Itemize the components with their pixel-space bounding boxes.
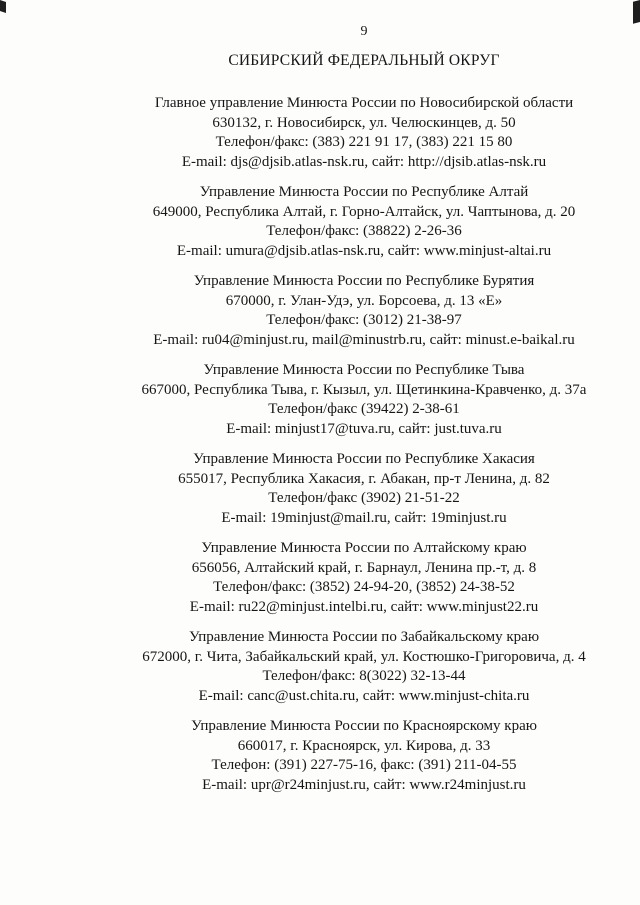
address-line: 672000, г. Чита, Забайкальский край, ул. Костюшко-Григоровича, д. 4	[142, 648, 586, 665]
org-name-line: Главное управление Минюста России по Новосибирской области	[154, 95, 574, 111]
org-name-line: Управление Минюста России по Республике Алтай	[199, 184, 529, 200]
phone-line: Телефон/факс: (38822) 2-26-36	[266, 223, 462, 239]
document-page	[88, 24, 640, 806]
address-line: 660017, г. Красноярск, ул. Кирова, д. 33	[237, 737, 491, 754]
phone-line: Телефон/факс: (383) 221 91 17, (383) 221 15 80	[215, 134, 513, 150]
directory-entry	[88, 361, 640, 439]
email-site-line: E-mail: djs@djsib.atlas-nsk.ru, сайт: http://djsib.atlas-nsk.ru	[181, 153, 547, 170]
directory-entry	[88, 450, 640, 528]
address-line: 649000, Республика Алтай, г. Горно-Алтайск, ул. Чаптынова, д. 20	[152, 203, 576, 220]
address-line: 655017, Республика Хакасия, г. Абакан, пр-т Ленина, д. 82	[178, 470, 550, 487]
org-name-line: Управление Минюста России по Республике Тыва	[203, 362, 525, 378]
email-site-line: E-mail: umura@djsib.atlas-nsk.ru, сайт: www.minjust-altai.ru	[176, 242, 552, 259]
org-name-line: Управление Минюста России по Алтайскому краю	[201, 540, 527, 556]
page-number: 9	[360, 24, 368, 39]
phone-line: Телефон: (391) 227-75-16, факс: (391) 211-04-55	[211, 757, 517, 773]
email-site-line: E-mail: ru22@minjust.intelbi.ru, сайт: www.minjust22.ru	[189, 598, 539, 615]
email-site-line: E-mail: 19minjust@mail.ru, сайт: 19minjust.ru	[221, 509, 507, 526]
phone-line: Телефон/факс: (3852) 24-94-20, (3852) 24-38-52	[213, 579, 515, 595]
org-name-line: Управление Минюста России по Республике Хакасия	[193, 451, 535, 467]
email-site-line: E-mail: minjust17@tuva.ru, сайт: just.tuva.ru	[226, 420, 502, 437]
page-title: СИБИРСКИЙ ФЕДЕРАЛЬНЫЙ ОКРУГ	[228, 52, 500, 69]
address-line: 667000, Республика Тыва, г. Кызыл, ул. Щетинкина-Кравченко, д. 37а	[141, 381, 587, 398]
directory-entry	[88, 539, 640, 617]
address-line: 630132, г. Новосибирск, ул. Челюскинцев, д. 50	[212, 114, 516, 131]
org-name-line: Управление Минюста России по Республике Бурятия	[193, 273, 535, 289]
phone-line: Телефон/факс: (3012) 21-38-97	[266, 312, 462, 328]
directory-entry	[88, 183, 640, 261]
phone-line: Телефон/факс: 8(3022) 32-13-44	[262, 668, 466, 684]
directory-entry	[88, 94, 640, 172]
email-site-line: E-mail: canc@ust.chita.ru, сайт: www.minjust-chita.ru	[198, 687, 530, 704]
address-line: 670000, г. Улан-Удэ, ул. Борсоева, д. 13 «Е»	[225, 292, 503, 309]
address-line: 656056, Алтайский край, г. Барнаул, Ленина пр.-т, д. 8	[191, 559, 537, 576]
email-site-line: E-mail: ru04@minjust.ru, mail@minustrb.ru, сайт: minust.e-baikal.ru	[153, 331, 575, 348]
org-name-line: Управление Минюста России по Красноярскому краю	[191, 718, 537, 734]
directory-entry	[88, 628, 640, 706]
directory-entry	[88, 272, 640, 350]
email-site-line: E-mail: upr@r24minjust.ru, сайт: www.r24minjust.ru	[202, 776, 526, 793]
org-name-line: Управление Минюста России по Забайкальскому краю	[188, 629, 540, 645]
directory-entry	[88, 717, 640, 795]
scan-artifact-top-left	[0, 0, 6, 13]
phone-line: Телефон/факс (39422) 2-38-61	[268, 401, 460, 417]
phone-line: Телефон/факс (3902) 21-51-22	[268, 490, 460, 506]
scan-artifact-top-right	[633, 0, 640, 24]
